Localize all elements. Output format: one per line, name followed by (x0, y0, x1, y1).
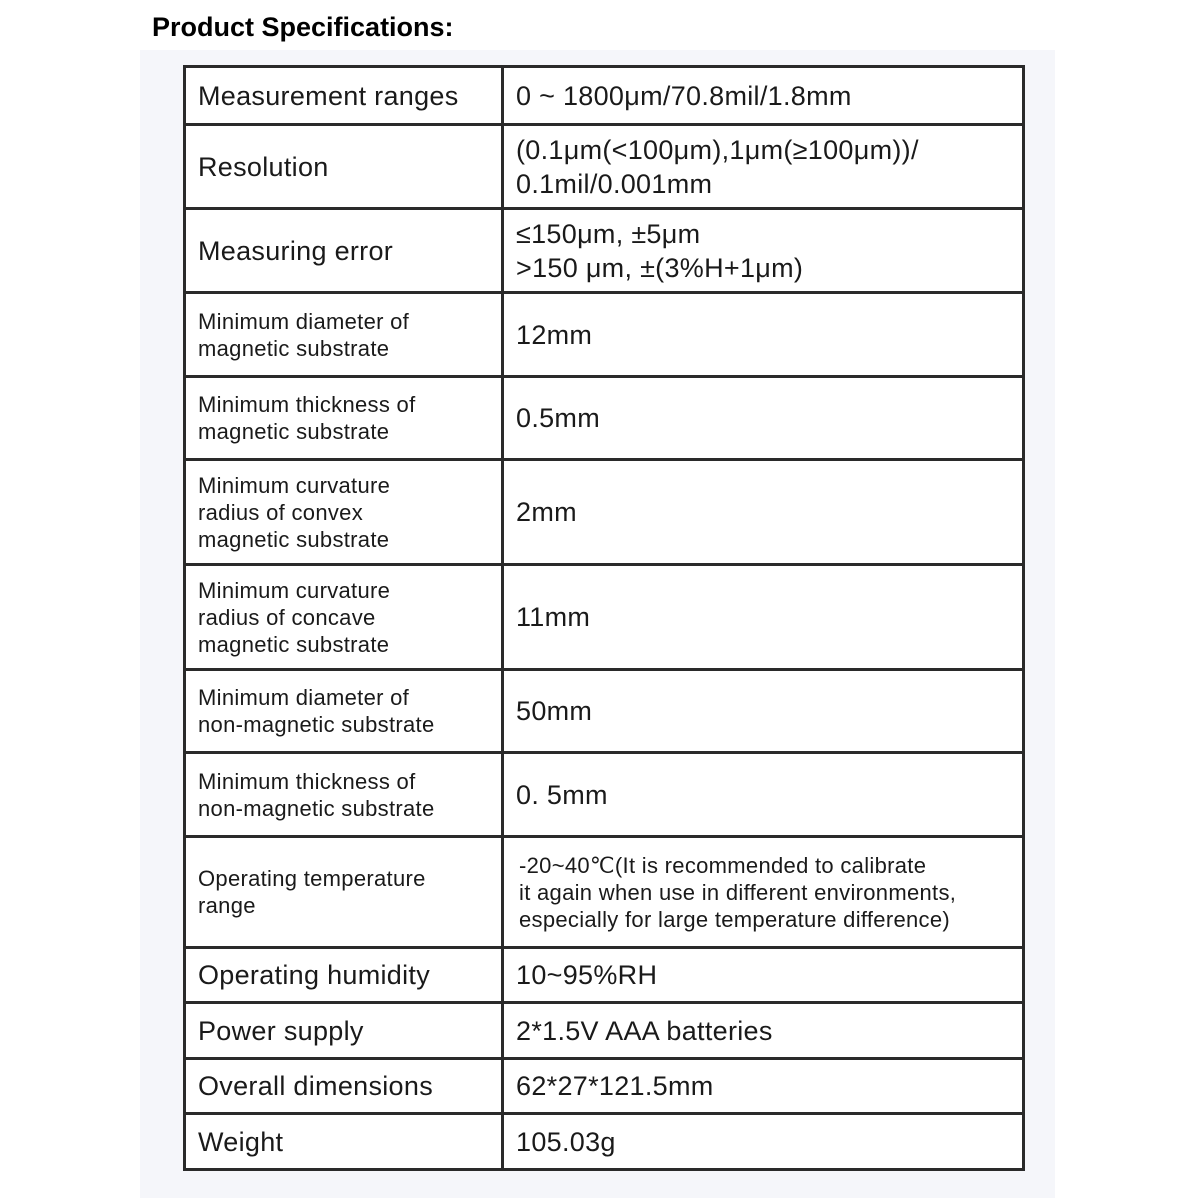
spec-label (185, 460, 503, 565)
table-row (185, 670, 1024, 753)
text-line: especially for large temperature difference) (519, 906, 951, 932)
spec-value (503, 293, 1024, 377)
text-line: radius of convex (198, 499, 363, 525)
text-line: 105.03g (516, 1126, 616, 1157)
spec-label (185, 837, 503, 948)
text-line: magnetic substrate (198, 419, 390, 444)
spec-label (185, 670, 503, 753)
spec-label (185, 753, 503, 837)
table-row (185, 837, 1024, 948)
table-row (185, 1003, 1024, 1059)
spec-label (185, 1114, 503, 1170)
spec-value (503, 948, 1024, 1003)
text-line: Operating humidity (198, 960, 431, 990)
text-line: Overall dimensions (198, 1071, 433, 1101)
page-title: Product Specifications: (152, 12, 454, 42)
spec-value (503, 837, 1024, 948)
text-line: range (198, 893, 256, 918)
text-line: (0.1μm(<100μm),1μm(≥100μm))/ (516, 134, 919, 165)
text-line: -20~40℃(It is recommended to calibrate (519, 852, 927, 878)
text-line: 0.5mm (516, 403, 601, 433)
spec-label (185, 1003, 503, 1059)
spec-value (503, 125, 1024, 209)
text-line: Resolution (198, 151, 329, 182)
table-row (185, 125, 1024, 209)
spec-value (503, 1003, 1024, 1059)
text-line: magnetic substrate (198, 335, 390, 361)
text-line: 12mm (516, 319, 593, 350)
text-line: Minimum diameter of (198, 685, 410, 710)
text-line: 0. 5mm (516, 779, 608, 810)
text-line: non-magnetic substrate (198, 712, 435, 737)
text-line: magnetic substrate (198, 526, 390, 552)
text-line: 2mm (516, 497, 577, 527)
spec-label (185, 1059, 503, 1114)
spec-value (503, 67, 1024, 125)
text-line: Minimum curvature (198, 472, 391, 498)
text-line: ≤150μm, ±5μm (516, 218, 701, 249)
text-line: Measuring error (198, 235, 394, 266)
spec-value (503, 209, 1024, 293)
spec-value (503, 753, 1024, 837)
text-line: 0 ~ 1800μm/70.8mil/1.8mm (516, 80, 852, 111)
text-line: 10~95%RH (516, 960, 658, 990)
spec-value (503, 670, 1024, 753)
text-line: 0.1mil/0.001mm (516, 168, 713, 199)
text-line: Measurement ranges (198, 80, 459, 111)
table-row (185, 460, 1024, 565)
spec-value (503, 565, 1024, 670)
text-line: 2*1.5V AAA batteries (516, 1015, 773, 1046)
text-line: non-magnetic substrate (198, 795, 435, 821)
table-row (185, 377, 1024, 460)
table-row (185, 1059, 1024, 1114)
table-row (185, 67, 1024, 125)
table-row (185, 293, 1024, 377)
spec-label (185, 565, 503, 670)
text-line: Power supply (198, 1015, 364, 1046)
spec-value (503, 377, 1024, 460)
table-row (185, 1114, 1024, 1170)
text-line: 11mm (516, 602, 591, 632)
text-line: Weight (198, 1126, 284, 1157)
spec-value (503, 1114, 1024, 1170)
table-row (185, 948, 1024, 1003)
spec-value (503, 460, 1024, 565)
table-row (185, 565, 1024, 670)
text-line: Minimum thickness of (198, 392, 416, 417)
text-line: Minimum curvature (198, 577, 391, 603)
text-line: Operating temperature (198, 866, 426, 891)
spec-label (185, 293, 503, 377)
text-line: Minimum diameter of (198, 308, 410, 334)
spec-label (185, 948, 503, 1003)
table-row (185, 209, 1024, 293)
text-line: 62*27*121.5mm (516, 1071, 714, 1101)
spec-label (185, 377, 503, 460)
specifications-table (183, 65, 1025, 1171)
spec-label (185, 67, 503, 125)
table-row (185, 753, 1024, 837)
text-line: radius of concave (198, 604, 376, 630)
text-line: >150 μm, ±(3%H+1μm) (516, 252, 804, 283)
spec-value (503, 1059, 1024, 1114)
text-line: it again when use in different environments, (519, 879, 957, 905)
text-line: 50mm (516, 696, 593, 726)
spec-label (185, 125, 503, 209)
spec-label (185, 209, 503, 293)
text-line: Minimum thickness of (198, 768, 416, 794)
text-line: magnetic substrate (198, 631, 390, 657)
